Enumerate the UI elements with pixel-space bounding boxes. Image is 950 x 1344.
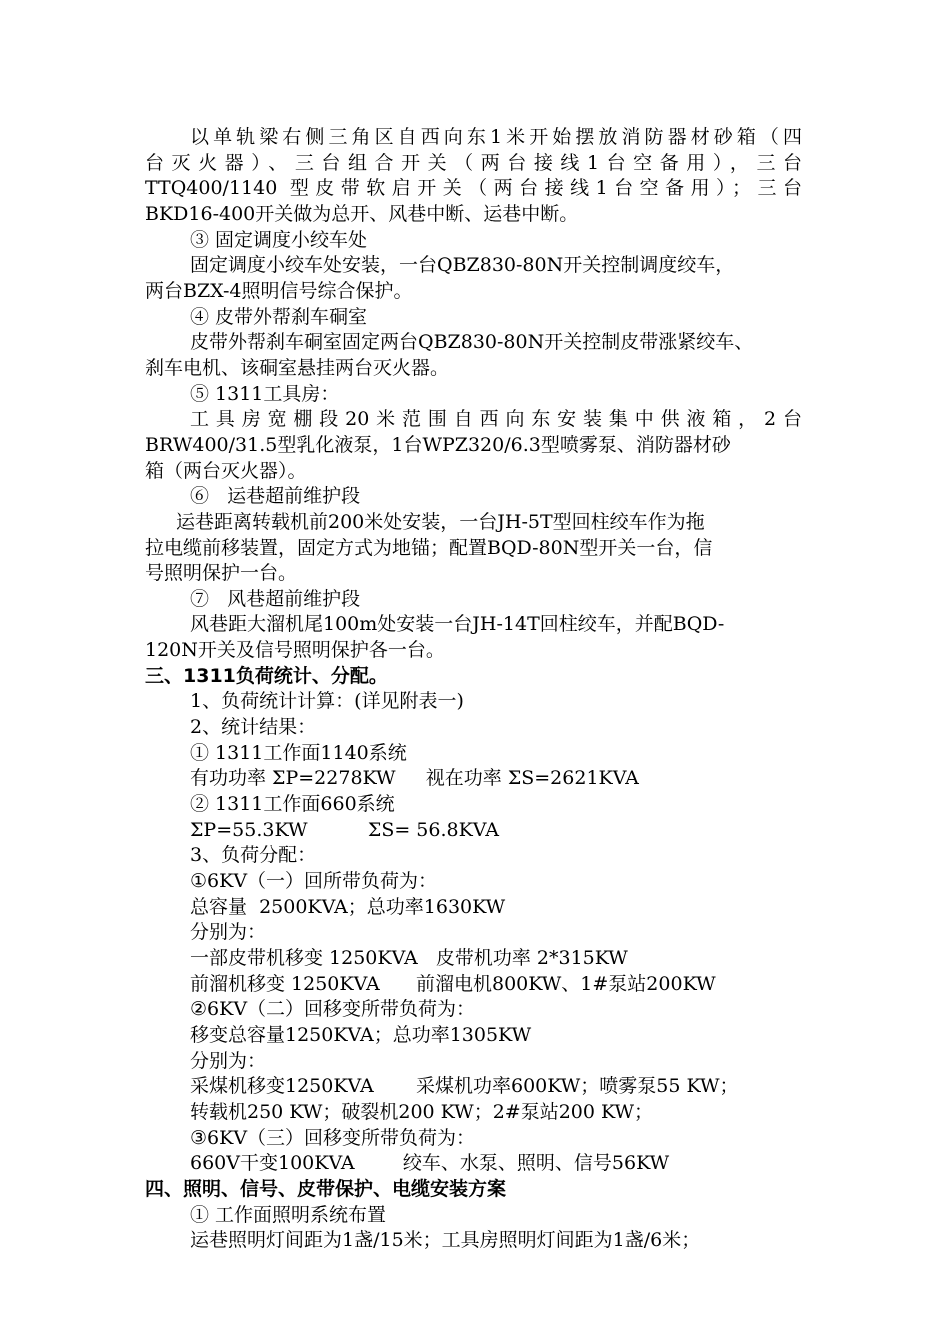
text-line: 3、负荷分配： [190, 844, 317, 866]
text-line: ① 1311工作面1140系统 [190, 742, 407, 764]
text-line: 660V干变100KVA 绞车、水泵、照明、信号56KW [190, 1152, 670, 1174]
text-line: BKD16-400开关做为总开、风巷中断、运巷中断。 [145, 203, 579, 225]
text-line: ΣP=55.3KW ΣS= 56.8KVA [190, 819, 499, 841]
text-line: 1、负荷统计计算：(详见附表一) [190, 690, 464, 712]
section-heading: ⑥ 运巷超前维护段 [190, 485, 361, 507]
text-line: ②6KV（二）回移变所带负荷为： [190, 998, 476, 1020]
text-line: 两台BZX-4照明信号综合保护。 [145, 280, 413, 302]
text-line: 箱（两台灭火器）。 [145, 460, 307, 482]
text-line: BRW400/31.5型乳化液泵，1台WPZ320/6.3型喷雾泵、消防器材砂 [145, 434, 731, 456]
text-line: 2、统计结果： [190, 716, 317, 738]
text-line: 运巷距离转载机前200米处安装，一台JH-5T型回柱绞车作为拖 [176, 511, 705, 533]
text-line: 固定调度小绞车处安装，一台QBZ830-80N开关控制调度绞车， [190, 254, 735, 276]
text-line: 分别为： [190, 921, 267, 943]
text-line: 皮带外帮刹车硐室固定两台QBZ830-80N开关控制皮带涨紧绞车、 [190, 331, 754, 353]
text-line: 台灭火器）、三台组合开关（两台接线1台空备用），三台 [145, 152, 802, 174]
section-heading: ① 工作面照明系统布置 [190, 1204, 387, 1226]
section-heading: ⑤ 1311工具房： [190, 383, 340, 405]
text-line: 刹车电机、该硐室悬挂两台灭火器。 [145, 357, 450, 379]
text-line: 120N开关及信号照明保护各一台。 [145, 639, 445, 661]
section-heading: ③ 固定调度小绞车处 [190, 229, 368, 251]
text-line: 前溜机移变 1250KVA 前溜电机800KW、1#泵站200KW [190, 973, 716, 995]
text-line: 移变总容量1250KVA；总功率1305KW [190, 1024, 532, 1046]
text-line: 采煤机移变1250KVA 采煤机功率600KW；喷雾泵55 KW； [190, 1075, 739, 1097]
text-line: TTQ400/1140 型皮带软启开关（两台接线1台空备用）；三台 [145, 177, 802, 199]
section-heading: ④ 皮带外帮刹车硐室 [190, 306, 368, 328]
text-line: 一部皮带机移变 1250KVA 皮带机功率 2*315KW [190, 947, 628, 969]
text-line: 有功功率 ΣP=2278KW 视在功率 ΣS=2621KVA [190, 767, 639, 789]
text-line: 转载机250 KW；破裂机200 KW；2#泵站200 KW； [190, 1101, 654, 1123]
chapter-heading: 三、1311负荷统计、分配。 [145, 665, 388, 687]
text-line: 号照明保护一台。 [145, 562, 298, 584]
text-line: 运巷照明灯间距为1盏/15米；工具房照明灯间距为1盏/6米； [190, 1229, 701, 1251]
text-line: 拉电缆前移装置，固定方式为地锚；配置BQD-80N型开关一台，信 [145, 537, 713, 559]
text-line: ③6KV（三）回移变所带负荷为： [190, 1127, 476, 1149]
section-heading: ⑦ 风巷超前维护段 [190, 588, 361, 610]
text-line: 风巷距大溜机尾100m处安装一台JH-14T回柱绞车，并配BQD- [190, 613, 725, 635]
text-line: 工具房宽棚段20米范围自西向东安装集中供液箱，2台 [190, 408, 802, 430]
text-line: 分别为： [190, 1050, 267, 1072]
chapter-heading: 四、照明、信号、皮带保护、电缆安装方案 [145, 1178, 507, 1200]
text-line: 总容量 2500KVA；总功率1630KW [190, 896, 506, 918]
text-line: ①6KV（一）回所带负荷为： [190, 870, 438, 892]
text-line: 以单轨梁右侧三角区自西向东1米开始摆放消防器材砂箱（四 [190, 126, 802, 148]
text-line: ② 1311工作面660系统 [190, 793, 395, 815]
